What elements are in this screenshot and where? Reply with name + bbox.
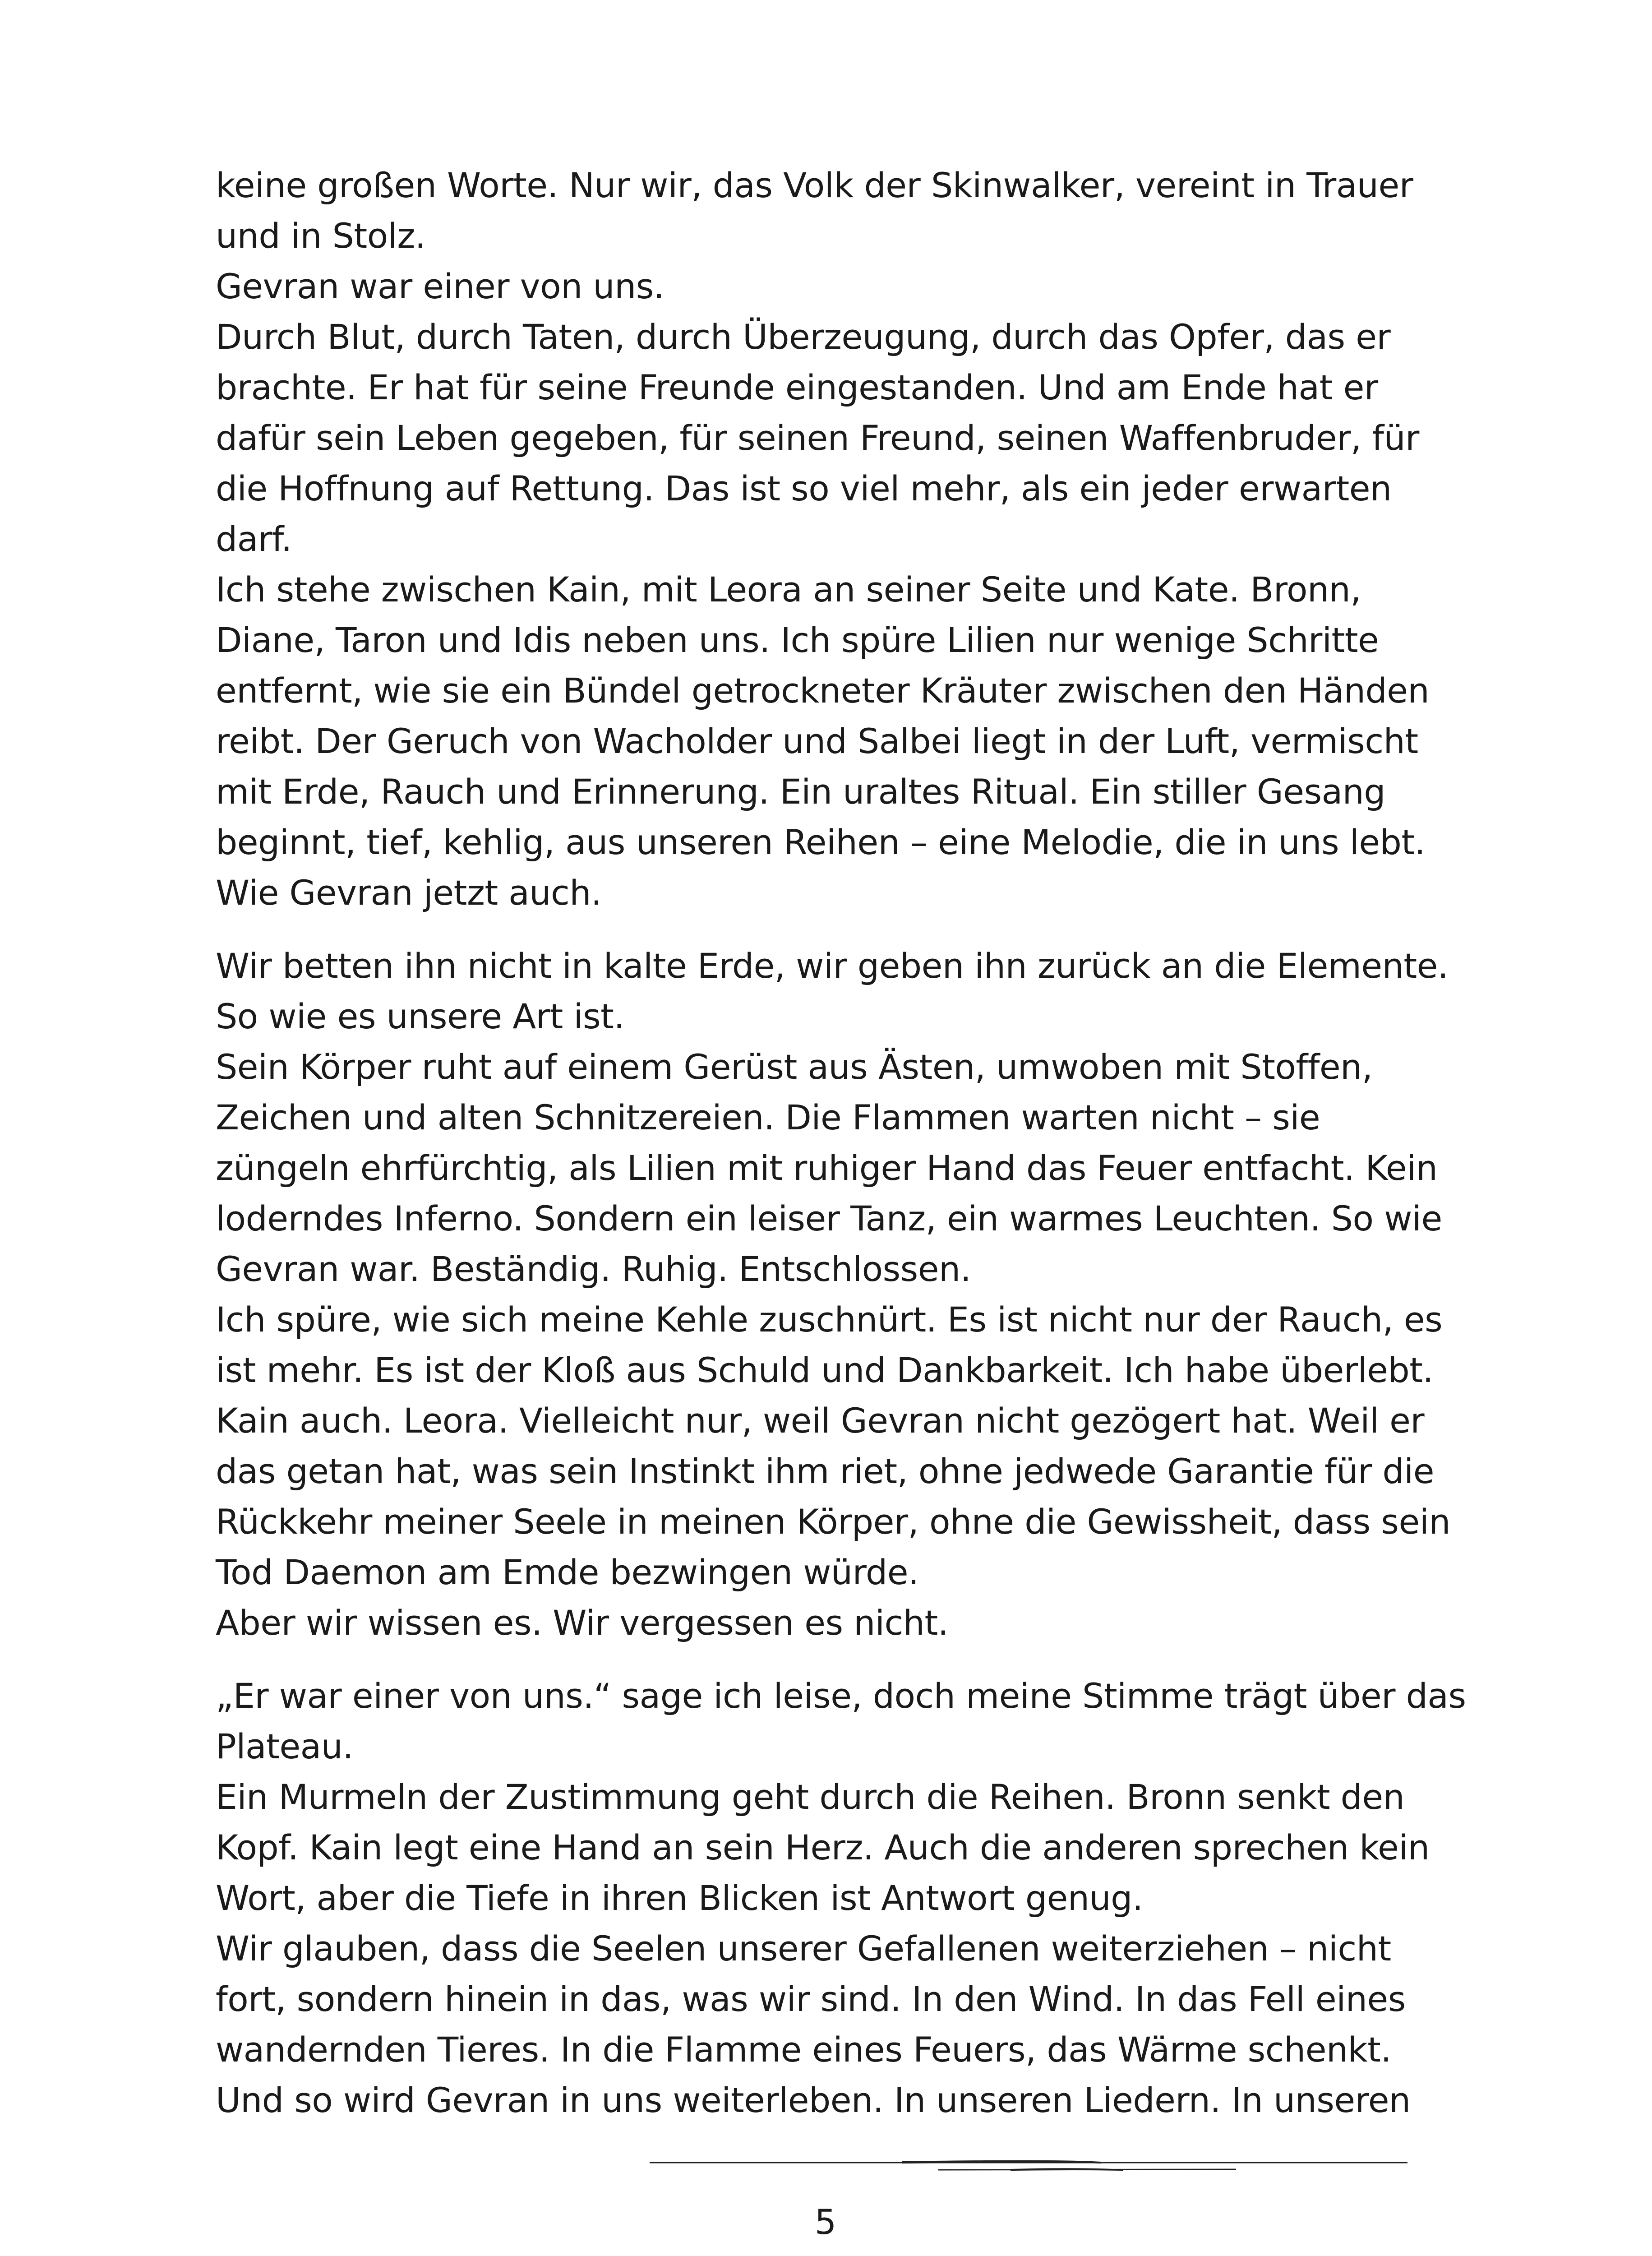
text-line: loderndes Inferno. Sondern ein leiser Tanz, ein warmes Leuchten. So wie xyxy=(216,1198,1442,1239)
text-line: Ich spüre, wie sich meine Kehle zuschnürt. Es ist nicht nur der Rauch, es xyxy=(216,1299,1443,1340)
text-line: und in Stolz. xyxy=(216,216,426,256)
text-line: darf. xyxy=(216,519,292,559)
text-line: Durch Blut, durch Taten, durch Überzeugung, durch das Opfer, das er xyxy=(216,317,1391,357)
footer-divider xyxy=(650,2154,1407,2177)
body-text xyxy=(216,160,1466,2148)
text-line: Wort, aber die Tiefe in ihren Blicken ist Antwort genug. xyxy=(216,1878,1143,1918)
text-line: Aber wir wissen es. Wir vergessen es nicht. xyxy=(216,1603,949,1643)
text-line: Wie Gevran jetzt auch. xyxy=(216,873,602,913)
text-line: Kopf. Kain legt eine Hand an sein Herz. Auch die anderen sprechen kein xyxy=(216,1827,1430,1868)
text-line: Sein Körper ruht auf einem Gerüst aus Ästen, umwoben mit Stoffen, xyxy=(216,1047,1373,1087)
text-line: dafür sein Leben gegeben, für seinen Freund, seinen Waffenbruder, für xyxy=(216,418,1419,458)
text-line: Ich stehe zwischen Kain, mit Leora an seiner Seite und Kate. Bronn, xyxy=(216,569,1361,610)
text-line: beginnt, tief, kehlig, aus unseren Reihen – eine Melodie, die in uns lebt. xyxy=(216,822,1426,862)
text-line: Zeichen und alten Schnitzereien. Die Flammen warten nicht – sie xyxy=(216,1097,1320,1137)
text-line: So wie es unsere Art ist. xyxy=(216,996,625,1036)
text-line: Tod Daemon am Emde bezwingen würde. xyxy=(216,1552,919,1592)
text-line: fort, sondern hinein in das, was wir sind. In den Wind. In das Fell eines xyxy=(216,1979,1406,2019)
text-line: Gevran war einer von uns. xyxy=(216,266,664,306)
text-line: Wir glauben, dass die Seelen unserer Gefallenen weiterziehen – nicht xyxy=(216,1928,1391,1969)
text-line: „Er war einer von uns.“ sage ich leise, doch meine Stimme trägt über das xyxy=(216,1676,1466,1716)
text-line: Ein Murmeln der Zustimmung geht durch die Reihen. Bronn senkt den xyxy=(216,1777,1405,1817)
paragraph xyxy=(216,941,1461,1648)
paragraph xyxy=(216,160,1461,918)
text-line: Kain auch. Leora. Vielleicht nur, weil Gevran nicht gezögert hat. Weil er xyxy=(216,1401,1425,1441)
text-line: das getan hat, was sein Instinkt ihm riet, ohne jedwede Garantie für die xyxy=(216,1451,1435,1491)
paragraph xyxy=(216,1671,1466,2126)
text-line: Plateau. xyxy=(216,1726,353,1766)
text-line: die Hoffnung auf Rettung. Das ist so viel mehr, als ein jeder erwarten xyxy=(216,468,1392,509)
text-line: keine großen Worte. Nur wir, das Volk der Skinwalker, vereint in Trauer xyxy=(216,165,1413,205)
text-line: Diane, Taron und Idis neben uns. Ich spüre Lilien nur wenige Schritte xyxy=(216,620,1379,660)
text-line: Und so wird Gevran in uns weiterleben. In unseren Liedern. In unseren xyxy=(216,2080,1411,2120)
text-line: mit Erde, Rauch und Erinnerung. Ein uraltes Ritual. Ein stiller Gesang xyxy=(216,772,1386,812)
text-line: Wir betten ihn nicht in kalte Erde, wir geben ihn zurück an die Elemente. xyxy=(216,946,1449,986)
text-line: entfernt, wie sie ein Bündel getrockneter Kräuter zwischen den Händen xyxy=(216,670,1430,711)
text-line: ist mehr. Es ist der Kloß aus Schuld und Dankbarkeit. Ich habe überlebt. xyxy=(216,1350,1434,1390)
text-line: Gevran war. Beständig. Ruhig. Entschlossen. xyxy=(216,1249,971,1289)
text-line: brachte. Er hat für seine Freunde eingestanden. Und am Ende hat er xyxy=(216,367,1378,407)
text-line: züngeln ehrfürchtig, als Lilien mit ruhiger Hand das Feuer entfacht. Kein xyxy=(216,1148,1438,1188)
page-number: 5 xyxy=(814,2202,837,2242)
text-line: wandernden Tieres. In die Flamme eines Feuers, das Wärme schenkt. xyxy=(216,2029,1392,2070)
text-line: Rückkehr meiner Seele in meinen Körper, ohne die Gewissheit, dass sein xyxy=(216,1502,1451,1542)
text-line: reibt. Der Geruch von Wacholder und Salbei liegt in der Luft, vermischt xyxy=(216,721,1418,761)
